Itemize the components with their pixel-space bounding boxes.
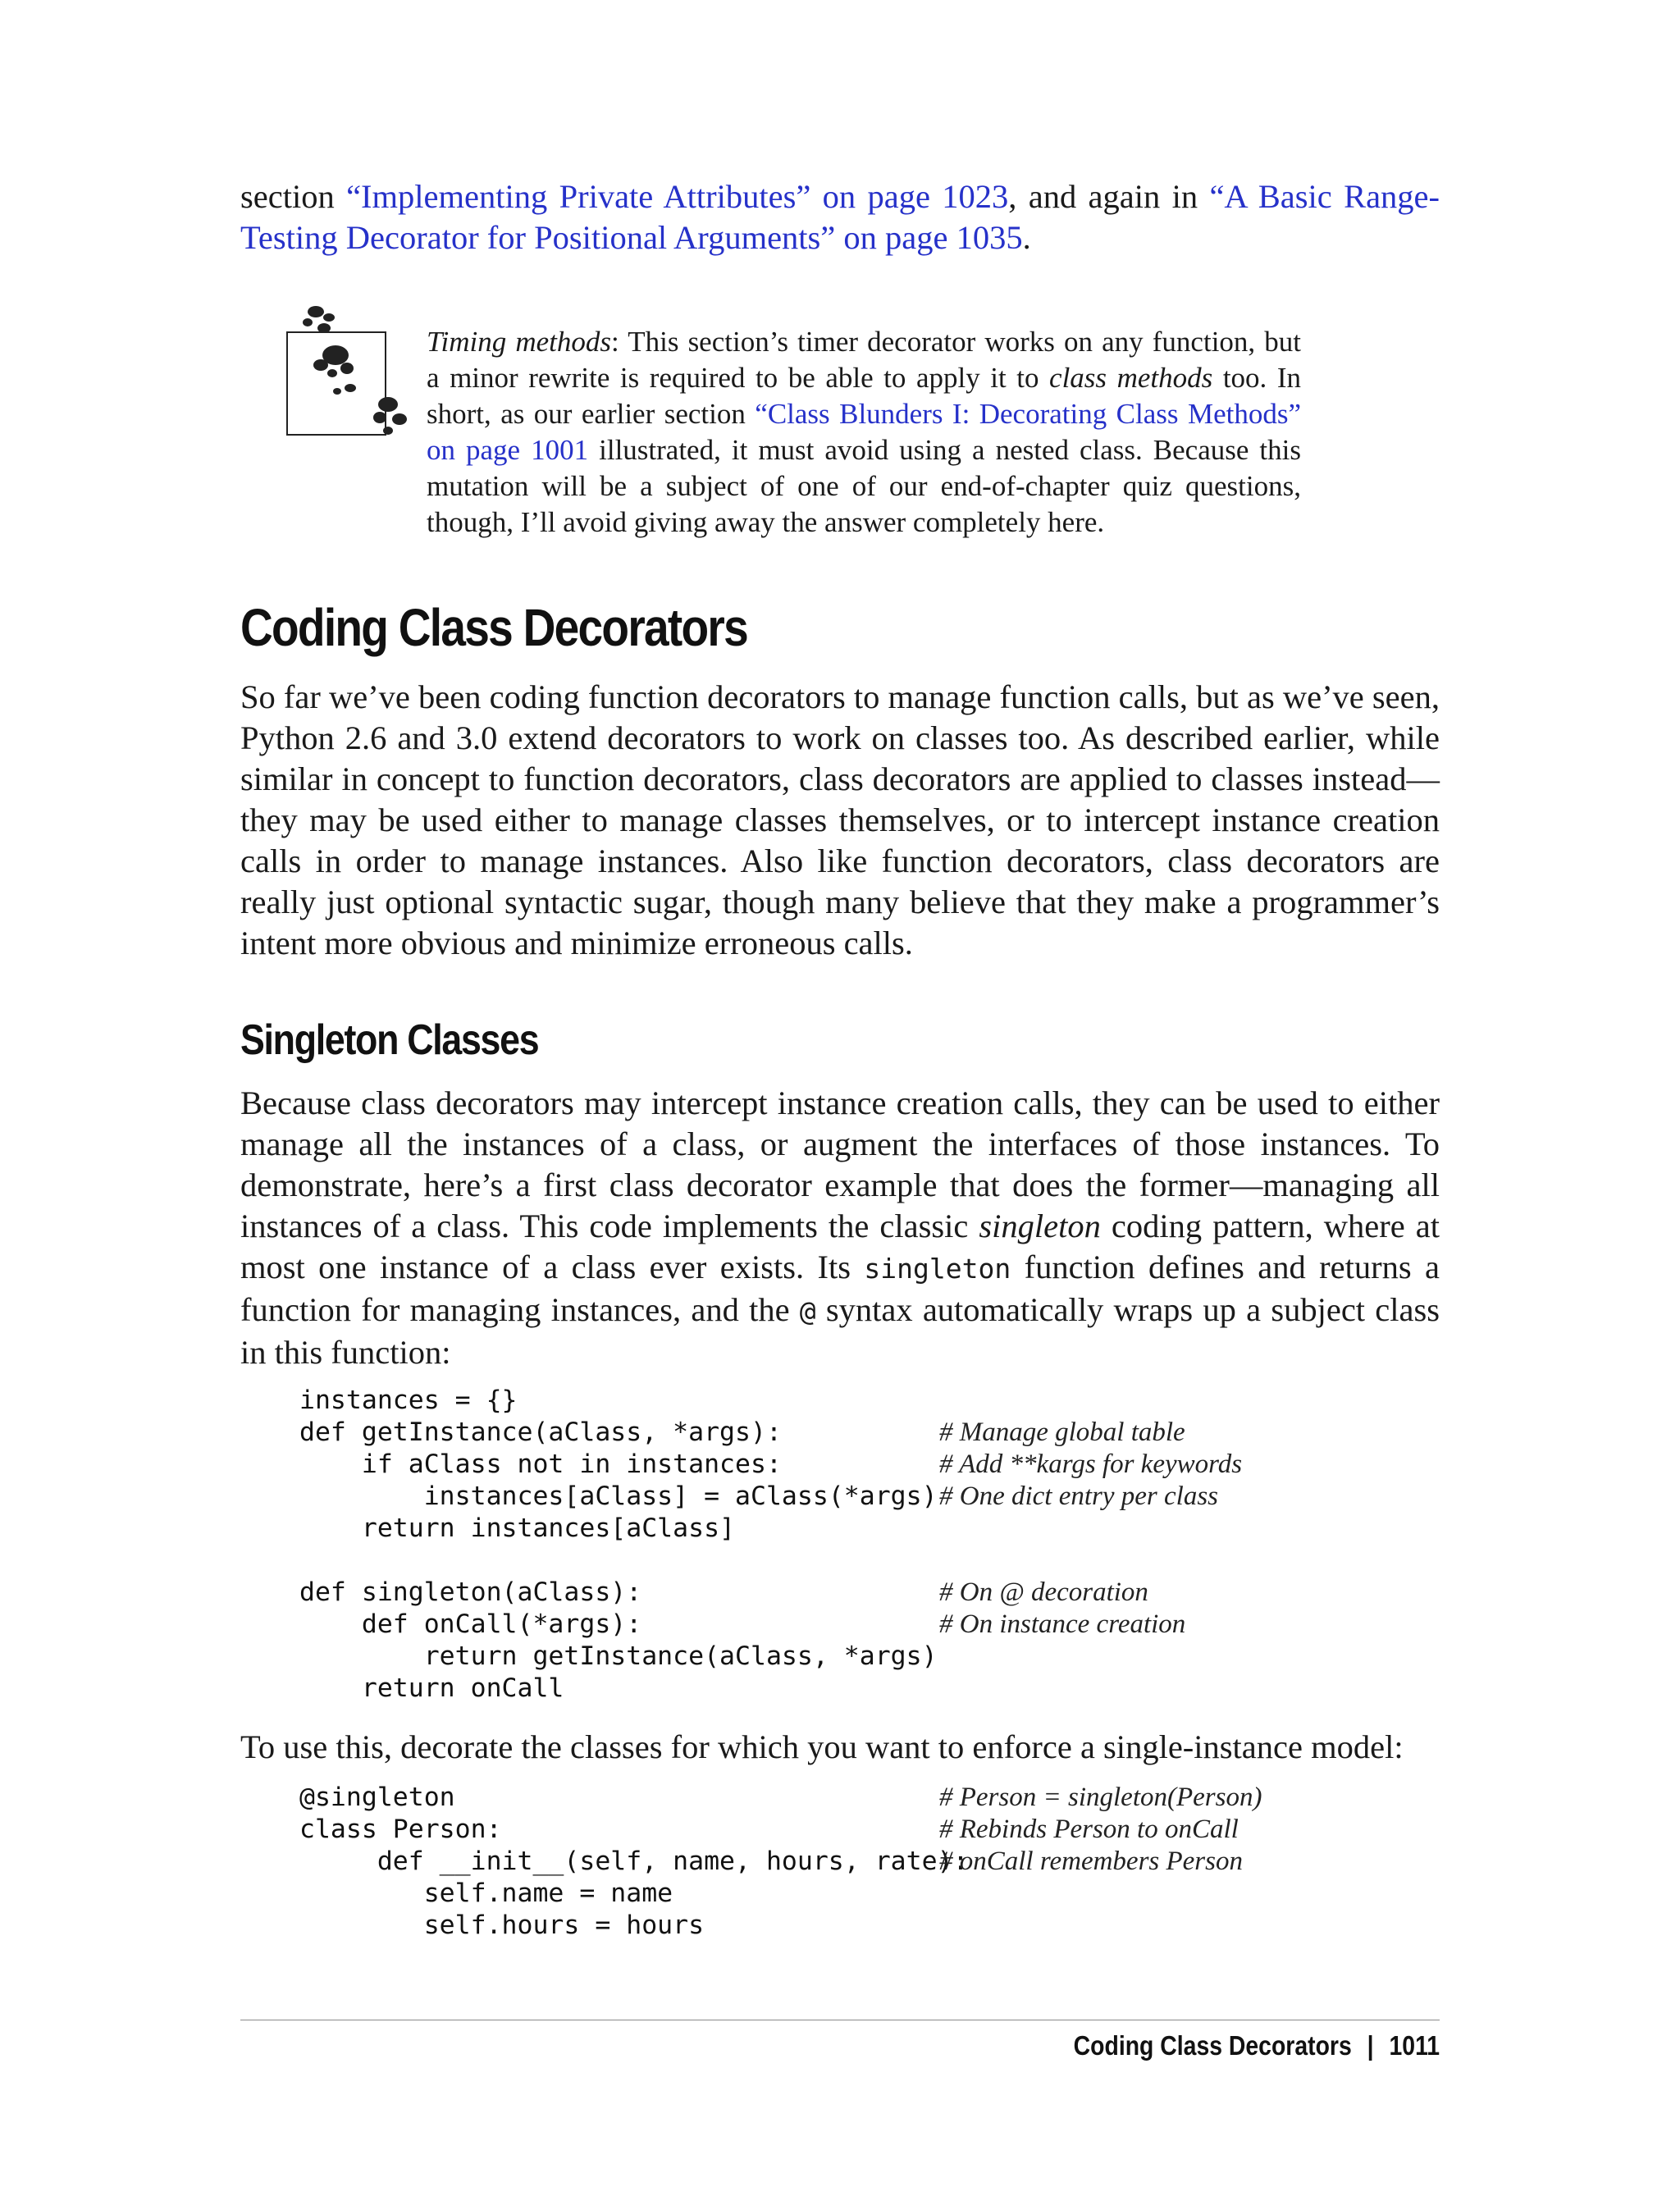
chapter-heading: Coding Class Decorators [240,598,748,657]
singleton-paragraph: Because class decorators may intercept instance creation calls, they can be used to either manage all the instances of a class, or augment the interfaces of those instances. To demonstrate, here’s a first class decorator example that does the former—managing all instances of a class. This code implements the classic singleton coding pattern, where at most one instance of a class ever exists. Its singleton function defines and returns a function for managing instances, and the @ syntax automatically wraps up a subject class in this function: [240,1084,1440,1371]
code-line: self.hours = hours [299,1911,705,1940]
code-line: instances[aClass] = aClass(*args) # One dict entry per class [299,1481,1219,1511]
code-line: def singleton(aClass): # On @ decoration [299,1577,1148,1607]
code-line: @singleton # Person = singleton(Person) [299,1783,1262,1812]
footer-separator: | [1367,2030,1374,2061]
page-number: 1011 [1389,2030,1440,2061]
code-line: return onCall [299,1673,564,1703]
code-line: if aClass not in instances: # Add **kargs for keywords [299,1449,1243,1479]
page-footer [1074,2030,1440,2061]
usage-paragraph: To use this, decorate the classes for which you want to enforce a single-instance model: [240,1728,1404,1765]
link-basic-range-testing-decorator[interactable]: “A Basic Range-Testing Decorator for Positional Arguments” on page 1035 [240,178,1440,256]
link-implementing-private-attributes[interactable]: “Implementing Private Attributes” on page 1023 [346,178,1009,215]
code-line: def getInstance(aClass, *args): # Manage global table [299,1418,1185,1447]
code-line: class Person: # Rebinds Person to onCall [299,1815,1239,1844]
footer-section-title: Coding Class Decorators [1073,2030,1352,2061]
code-block-person [299,1782,1448,1942]
chapter-intro-paragraph: So far we’ve been coding function decorators to manage function calls, but as we’ve seen, Python 2.6 and 3.0 extend decorators to work on classes too. As described earlier, while similar in concept to function decorators, class decorators are applied to classes instead—they may be used either to manage classes themselves, or to intercept instance creation calls in order to manage instances. Also like function decorators, class decorators are really just optional syntactic sugar, though many believe that they make a programmer’s intent more obvious and minimize erroneous calls. [240,678,1440,961]
code-line: return getInstance(aClass, *args) [299,1641,938,1671]
code-line: return instances[aClass] [299,1513,736,1543]
intro-paragraph: section “Implementing Private Attributes” on page 1023, and again in “A Basic Range-Testing Decorator for Positional Arguments” on page 1035. [240,178,1440,256]
timing-methods-note: Timing methods: This section’s timer decorator works on any function, but a minor rewrite is required to be able to apply it to class methods too. In short, as our earlier section “Class Blunders I: Decorating Class Methods” on page 1001 illustrated, it must avoid using a nested class. Because this mutation will be a subject of one of our end-of-chapter quiz questions, though, I’ll avoid giving away the answer completely here. [427,326,1302,538]
code-line: def __init__(self, name, hours, rate): # onCall remembers Person [299,1847,1243,1876]
note-animal-icon [283,299,422,443]
code-line: instances = {} [299,1386,518,1415]
link-class-blunders[interactable]: “Class Blunders I: Decorating Class Methods” on page 1001 [427,398,1301,466]
code-line: def onCall(*args): # On instance creation [299,1609,1186,1639]
code-block-singleton [299,1385,1448,1705]
section-heading: Singleton Classes [240,1016,539,1064]
code-line [299,1545,1448,1577]
code-line: self.name = name [299,1879,673,1908]
